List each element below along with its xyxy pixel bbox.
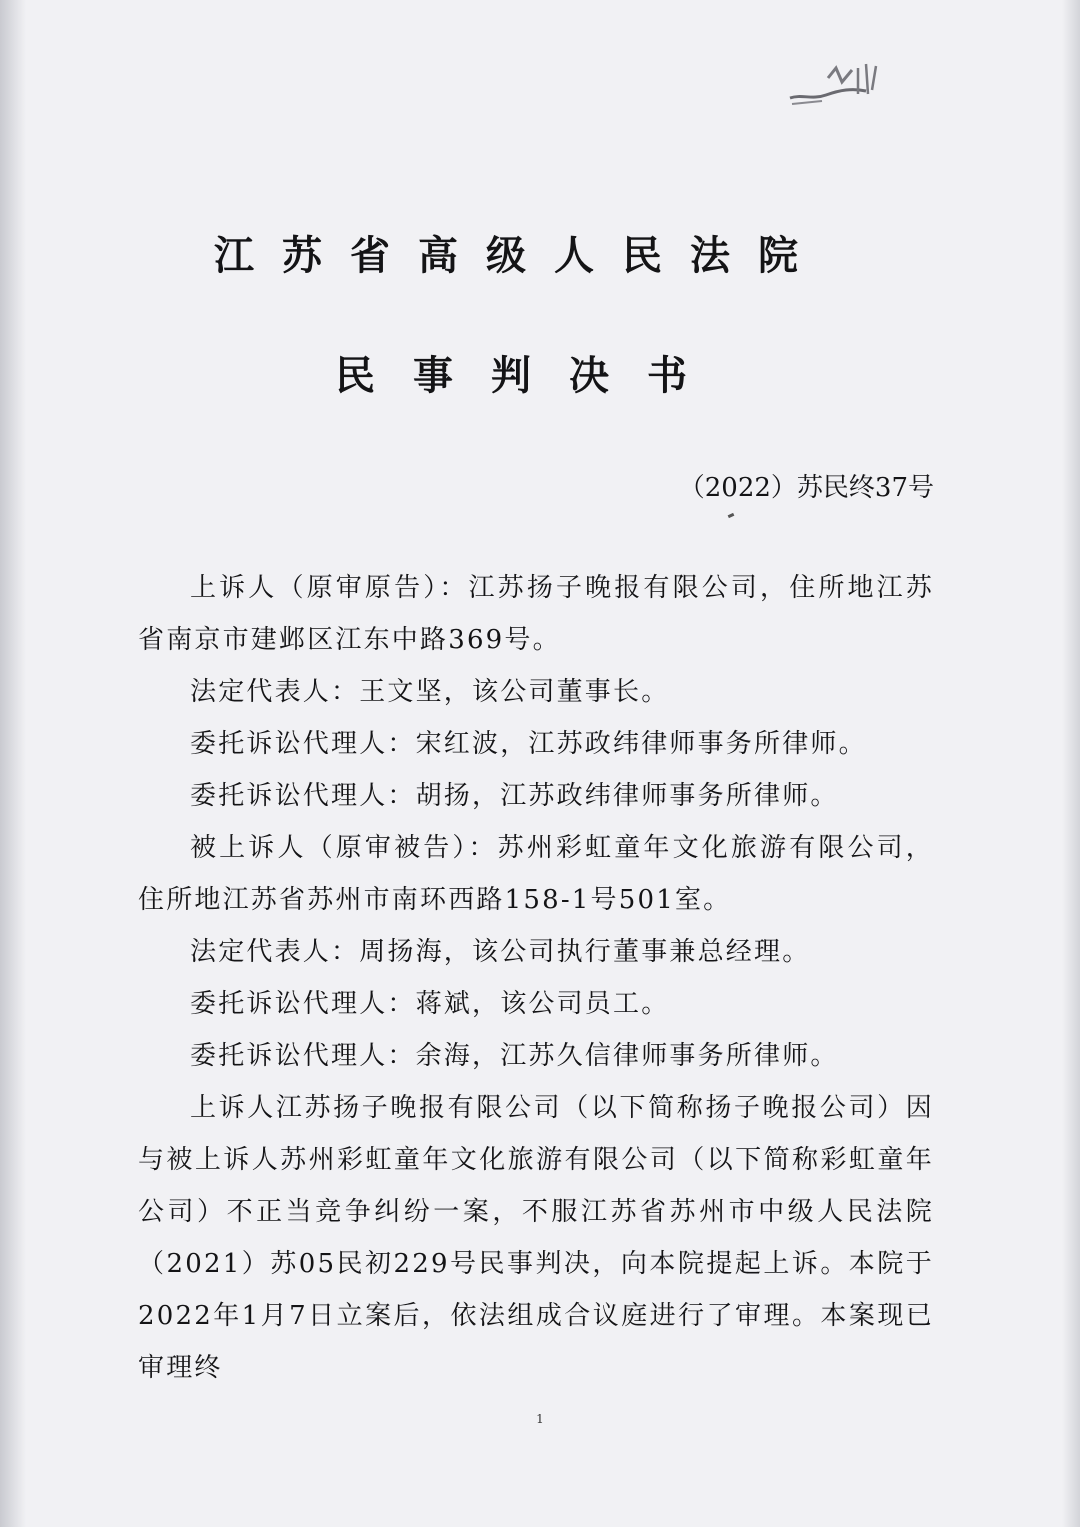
- paragraph-appellant-agent-1: 委托诉讼代理人：宋红波，江苏政纬律师事务所律师。: [190, 729, 867, 759]
- paragraph-appellee: 被上诉人（原审被告）：苏州彩虹童年文化旅游有限公司，住所地江苏省苏州市南环西路158-1号501室。: [138, 833, 934, 915]
- paragraph-appellee-agent-2: 委托诉讼代理人：余海，江苏久信律师事务所律师。: [190, 1041, 839, 1071]
- handwritten-mark: [782, 58, 900, 110]
- judgment-body: [138, 562, 934, 1394]
- paragraph-appellant: 上诉人（原审原告）：江苏扬子晚报有限公司，住所地江苏省南京市建邺区江东中路369号。: [138, 573, 934, 655]
- paragraph-appellant-representative: 法定代表人：王文坚，该公司董事长。: [190, 677, 670, 707]
- paragraph-case-summary: 上诉人江苏扬子晚报有限公司（以下简称扬子晚报公司）因与被上诉人苏州彩虹童年文化旅游有限公司（以下简称彩虹童年公司）不正当竞争纠纷一案，不服江苏省苏州市中级人民法院（2021）苏05民初229号民事判决，向本院提起上诉。本院于2022年1月7日立案后，依法组成合议庭进行了审理。本案现已审理终: [138, 1093, 934, 1383]
- paragraph-appellant-agent-2: 委托诉讼代理人：胡扬，江苏政纬律师事务所律师。: [190, 781, 839, 811]
- document-type-heading: 民事判决书: [335, 353, 725, 399]
- ink-mark: [728, 513, 735, 518]
- paragraph-appellee-representative: 法定代表人：周扬海，该公司执行董事兼总经理。: [190, 937, 811, 967]
- page-number: 1: [536, 1412, 544, 1426]
- case-number: （2022）苏民终37号: [678, 473, 934, 503]
- paragraph-appellee-agent-1: 委托诉讼代理人：蒋斌，该公司员工。: [190, 989, 670, 1019]
- court-name-heading: 江苏省高级人民法院: [214, 233, 826, 279]
